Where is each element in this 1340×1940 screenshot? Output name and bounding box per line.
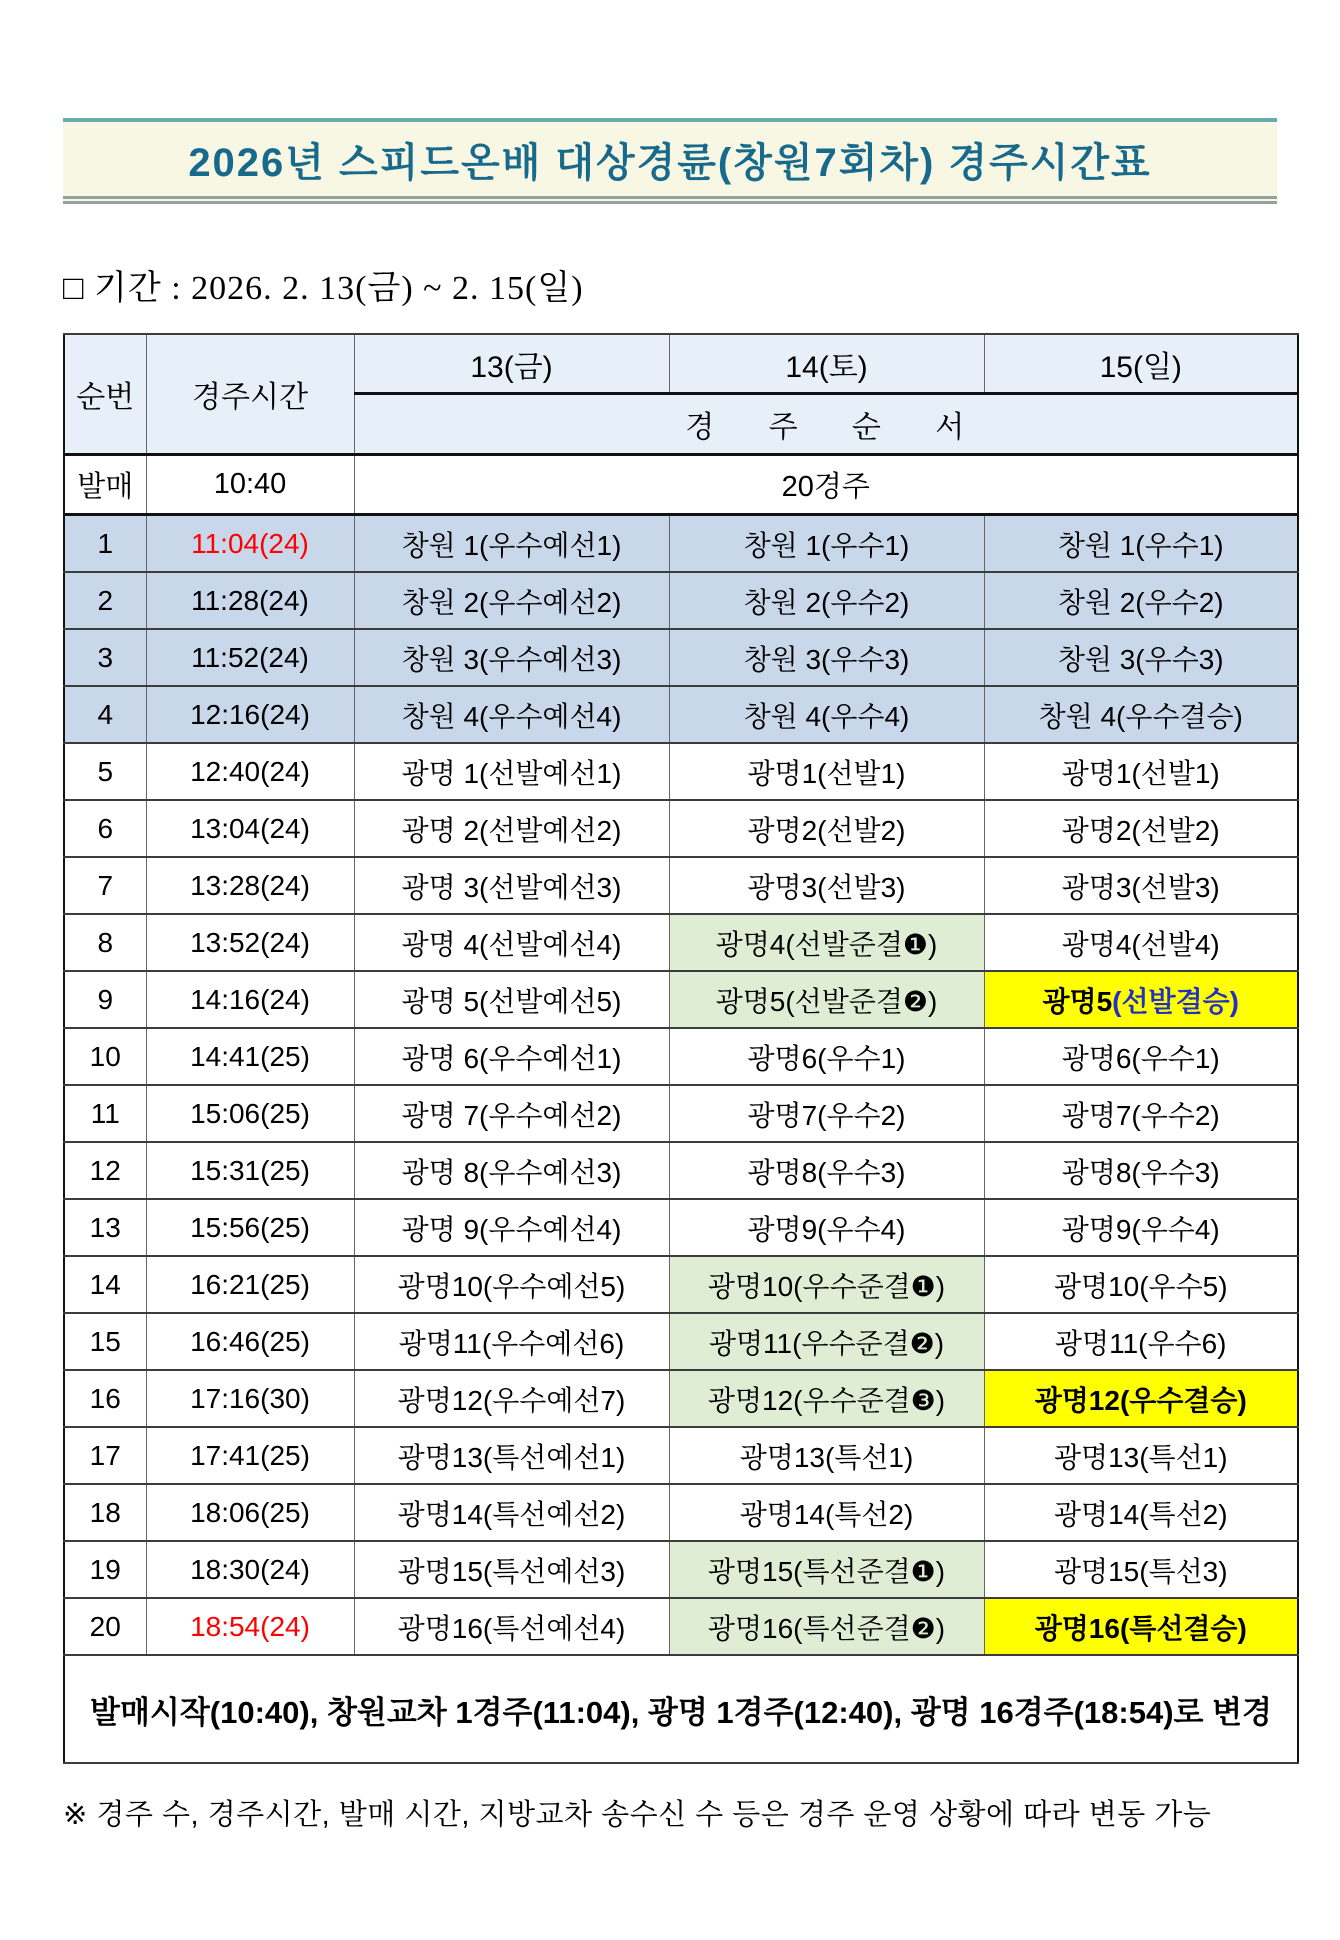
race-cell-saturday: 광명1(선발1) [669, 743, 984, 800]
race-cell-friday: 창원 3(우수예선3) [354, 629, 669, 686]
race-time-cell: 12:16(24) [146, 686, 354, 743]
header-friday: 13(금) [354, 334, 669, 394]
race-cell-sunday: 창원 4(우수결승) [984, 686, 1298, 743]
race-cell-sunday: 광명8(우수3) [984, 1142, 1298, 1199]
race-cell-sunday: 광명11(우수6) [984, 1313, 1298, 1370]
race-time-cell: 11:52(24) [146, 629, 354, 686]
race-cell-friday: 광명16(특선예선4) [354, 1598, 669, 1655]
race-cell-saturday: 광명13(특선1) [669, 1427, 984, 1484]
row-number-cell: 7 [64, 857, 146, 914]
row-number-cell: 9 [64, 971, 146, 1028]
row-number-cell: 8 [64, 914, 146, 971]
table-footer-row [64, 1655, 1298, 1763]
race-time-cell: 11:28(24) [146, 572, 354, 629]
table-row [64, 572, 1298, 629]
race-cell-saturday: 광명15(특선준결❶) [669, 1541, 984, 1598]
race-cell-saturday: 창원 3(우수3) [669, 629, 984, 686]
race-cell-friday: 창원 1(우수예선1) [354, 515, 669, 573]
table-row [64, 743, 1298, 800]
race-time-cell: 15:56(25) [146, 1199, 354, 1256]
race-cell-sunday: 광명7(우수2) [984, 1085, 1298, 1142]
row-number-cell: 3 [64, 629, 146, 686]
race-cell-sunday: 광명14(특선2) [984, 1484, 1298, 1541]
period-text: □ 기간 : 2026. 2. 13(금) ~ 2. 15(일) [63, 270, 584, 307]
race-cell-saturday: 창원 1(우수1) [669, 515, 984, 573]
race-time-cell: 16:46(25) [146, 1313, 354, 1370]
header-no: 순번 [64, 334, 146, 455]
race-cell-sunday: 광명15(특선3) [984, 1541, 1298, 1598]
row-number-cell: 16 [64, 1370, 146, 1427]
race-time-cell: 13:52(24) [146, 914, 354, 971]
race-cell-saturday: 광명2(선발2) [669, 800, 984, 857]
race-cell-saturday: 광명3(선발3) [669, 857, 984, 914]
race-time-cell: 16:21(25) [146, 1256, 354, 1313]
race-cell-friday: 광명 8(우수예선3) [354, 1142, 669, 1199]
race-cell-sunday: 광명6(우수1) [984, 1028, 1298, 1085]
race-cell-saturday: 광명14(특선2) [669, 1484, 984, 1541]
page-title: 2026년 스피드온배 대상경륜(창원7회차) 경주시간표 [188, 140, 1152, 185]
table-row [64, 1028, 1298, 1085]
race-time-cell: 17:16(30) [146, 1370, 354, 1427]
race-cell-saturday: 광명9(우수4) [669, 1199, 984, 1256]
header-time: 경주시간 [146, 334, 354, 455]
table-row [64, 1598, 1298, 1655]
race-time-cell: 17:41(25) [146, 1427, 354, 1484]
title-band [63, 118, 1277, 204]
row-number-cell: 18 [64, 1484, 146, 1541]
row-number-cell: 4 [64, 686, 146, 743]
race-time-cell: 13:04(24) [146, 800, 354, 857]
table-row [64, 971, 1298, 1028]
race-cell-sunday: 광명12(우수결승) [984, 1370, 1298, 1427]
race-time-cell: 14:41(25) [146, 1028, 354, 1085]
race-time-cell: 15:06(25) [146, 1085, 354, 1142]
header-race-order [354, 394, 1298, 455]
race-cell-sunday: 창원 2(우수2) [984, 572, 1298, 629]
race-cell-saturday: 광명8(우수3) [669, 1142, 984, 1199]
table-row [64, 857, 1298, 914]
race-cell-saturday: 창원 4(우수4) [669, 686, 984, 743]
race-cell-saturday: 광명12(우수준결❸) [669, 1370, 984, 1427]
row-number-cell: 17 [64, 1427, 146, 1484]
row-number-cell: 1 [64, 515, 146, 573]
race-cell-friday: 창원 4(우수예선4) [354, 686, 669, 743]
row-number-cell: 20 [64, 1598, 146, 1655]
race-cell-sunday: 광명13(특선1) [984, 1427, 1298, 1484]
table-row [64, 1484, 1298, 1541]
race-time-cell: 14:16(24) [146, 971, 354, 1028]
row-number-cell: 2 [64, 572, 146, 629]
race-cell-friday: 광명 6(우수예선1) [354, 1028, 669, 1085]
race-time-cell: 18:06(25) [146, 1484, 354, 1541]
table-row [64, 1313, 1298, 1370]
race-cell-friday: 광명13(특선예선1) [354, 1427, 669, 1484]
race-cell-friday: 광명14(특선예선2) [354, 1484, 669, 1541]
race-cell-sunday: 광명10(우수5) [984, 1256, 1298, 1313]
table-row [64, 1541, 1298, 1598]
race-cell-friday: 광명 5(선발예선5) [354, 971, 669, 1028]
race-cell-sunday: 광명3(선발3) [984, 857, 1298, 914]
race-cell-saturday: 광명6(우수1) [669, 1028, 984, 1085]
table-row [64, 1370, 1298, 1427]
race-time-cell: 15:31(25) [146, 1142, 354, 1199]
table-row [64, 1142, 1298, 1199]
row-number-cell: 11 [64, 1085, 146, 1142]
race-cell-sunday: 광명5(선발결승) [984, 971, 1298, 1028]
race-cell-saturday: 창원 2(우수2) [669, 572, 984, 629]
sale-label: 발매 [64, 455, 146, 515]
race-cell-friday: 광명 1(선발예선1) [354, 743, 669, 800]
table-row [64, 1427, 1298, 1484]
race-cell-sunday: 창원 1(우수1) [984, 515, 1298, 573]
race-cell-saturday: 광명16(특선준결❷) [669, 1598, 984, 1655]
race-time-cell: 12:40(24) [146, 743, 354, 800]
row-number-cell: 13 [64, 1199, 146, 1256]
row-number-cell: 10 [64, 1028, 146, 1085]
table-row [64, 1199, 1298, 1256]
row-number-cell: 19 [64, 1541, 146, 1598]
race-cell-saturday: 광명4(선발준결❶) [669, 914, 984, 971]
race-cell-friday: 광명10(우수예선5) [354, 1256, 669, 1313]
sale-race-count: 20경주 [354, 455, 1298, 515]
table-row [64, 515, 1298, 573]
header-dates-row [64, 334, 1298, 394]
race-cell-friday: 광명 4(선발예선4) [354, 914, 669, 971]
race-cell-friday: 광명 7(우수예선2) [354, 1085, 669, 1142]
row-number-cell: 5 [64, 743, 146, 800]
sale-time: 10:40 [146, 455, 354, 515]
race-cell-saturday: 광명5(선발준결❷) [669, 971, 984, 1028]
race-cell-friday: 광명 2(선발예선2) [354, 800, 669, 857]
race-schedule-table [63, 333, 1299, 1764]
race-cell-saturday: 광명7(우수2) [669, 1085, 984, 1142]
race-time-cell: 18:54(24) [146, 1598, 354, 1655]
race-time-cell: 13:28(24) [146, 857, 354, 914]
sale-row [64, 455, 1298, 515]
race-time-cell: 11:04(24) [146, 515, 354, 573]
race-cell-sunday: 창원 3(우수3) [984, 629, 1298, 686]
race-cell-sunday: 광명9(우수4) [984, 1199, 1298, 1256]
row-number-cell: 6 [64, 800, 146, 857]
race-cell-saturday: 광명11(우수준결❷) [669, 1313, 984, 1370]
table-row [64, 914, 1298, 971]
row-number-cell: 15 [64, 1313, 146, 1370]
race-cell-sunday: 광명2(선발2) [984, 800, 1298, 857]
race-order-label: 경 주 순 서 [685, 411, 967, 444]
race-cell-friday: 창원 2(우수예선2) [354, 572, 669, 629]
race-cell-sunday: 광명1(선발1) [984, 743, 1298, 800]
header-saturday: 14(토) [669, 334, 984, 394]
row-number-cell: 12 [64, 1142, 146, 1199]
schedule-change-note: 발매시작(10:40), 창원교차 1경주(11:04), 광명 1경주(12:40), 광명 16경주(18:54)로 변경 [64, 1655, 1298, 1763]
race-cell-friday: 광명12(우수예선7) [354, 1370, 669, 1427]
bottom-note: ※ 경주 수, 경주시간, 발매 시간, 지방교차 송수신 수 등은 경주 운영 상황에 따라 변동 가능 [63, 1799, 1212, 1831]
race-cell-sunday: 광명16(특선결승) [984, 1598, 1298, 1655]
race-cell-friday: 광명 3(선발예선3) [354, 857, 669, 914]
table-row [64, 1085, 1298, 1142]
table-row [64, 1256, 1298, 1313]
race-cell-friday: 광명15(특선예선3) [354, 1541, 669, 1598]
race-cell-friday: 광명 9(우수예선4) [354, 1199, 669, 1256]
table-row [64, 629, 1298, 686]
race-cell-sunday: 광명4(선발4) [984, 914, 1298, 971]
race-cell-saturday: 광명10(우수준결❶) [669, 1256, 984, 1313]
race-time-cell: 18:30(24) [146, 1541, 354, 1598]
table-row [64, 800, 1298, 857]
race-rows [64, 515, 1298, 1656]
table-row [64, 686, 1298, 743]
race-cell-friday: 광명11(우수예선6) [354, 1313, 669, 1370]
header-sunday: 15(일) [984, 334, 1298, 394]
row-number-cell: 14 [64, 1256, 146, 1313]
